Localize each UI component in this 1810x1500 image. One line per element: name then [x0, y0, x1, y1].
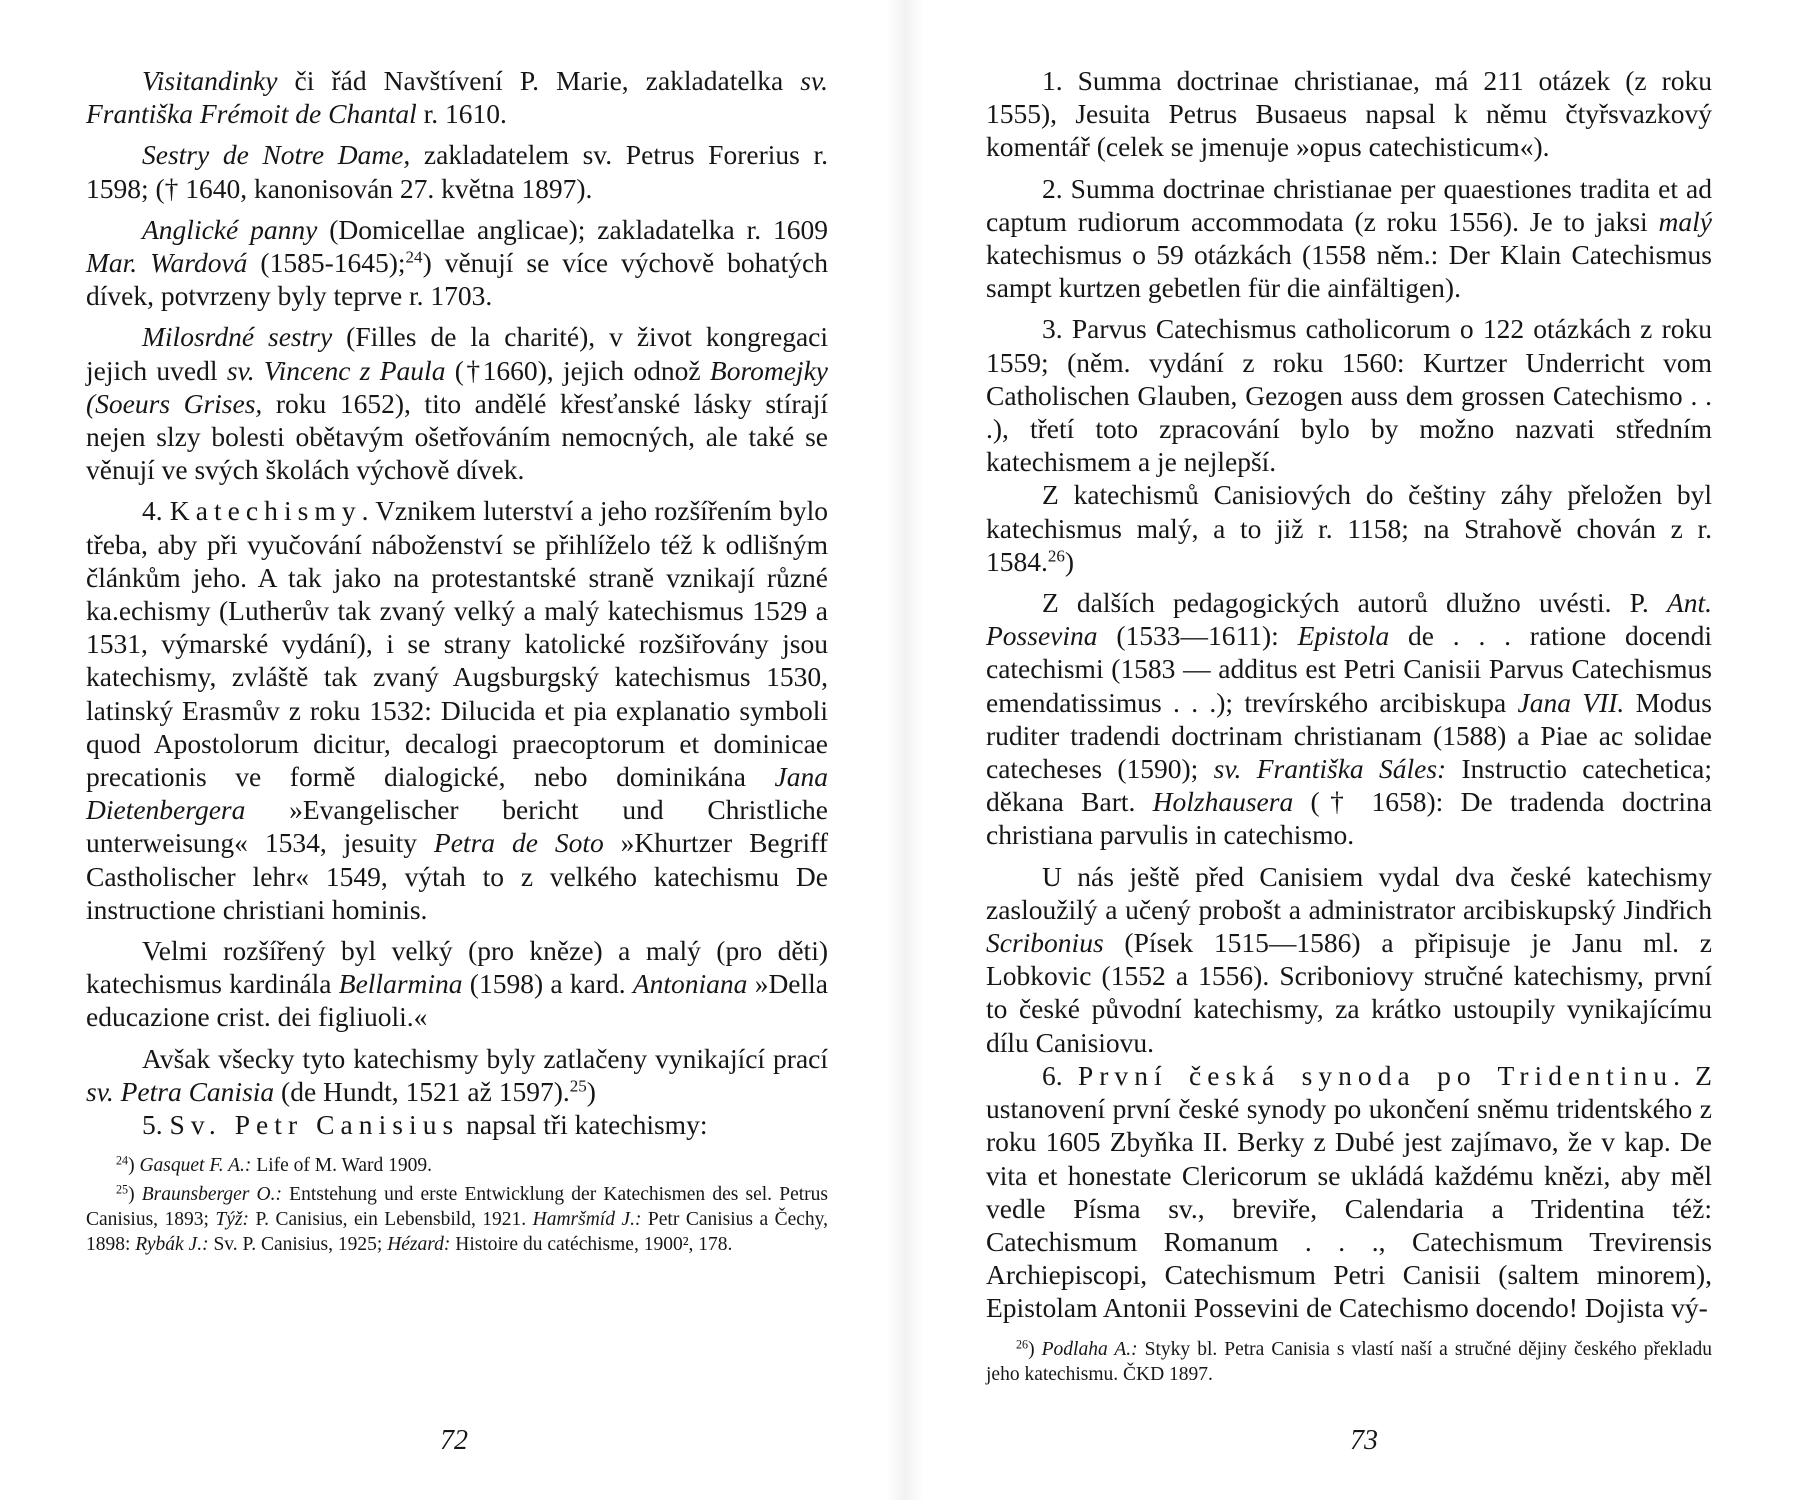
page-number-left: 72 — [440, 1425, 468, 1456]
spaced-heading: Katechismy — [169, 495, 362, 527]
footnote-marker: 26 — [1016, 1336, 1029, 1351]
italic-text: Podlaha A.: — [1041, 1338, 1138, 1360]
italic-text: Rybák J.: — [135, 1234, 209, 1256]
spaced-heading: Sv. Petr Canisius — [169, 1109, 460, 1141]
text-run: (†1660), jejich odnož — [445, 354, 710, 386]
italic-text: Antoniana — [632, 968, 748, 1000]
text-run: katechismus o 59 otázkách (1558 něm.: Der Klain Catechismus sampt kurtzen gebetlen für die ainfältigen). — [986, 239, 1712, 304]
footnote-marker: 24 — [116, 1153, 129, 1168]
text-run: Z katechismů Canisiových do češtiny záhy přeložen byl katechismus malý, a to již r. 1158; na Strahově chován z r. 1584. — [986, 479, 1712, 577]
footnote-marker: 25 — [569, 1076, 587, 1096]
italic-text: Jana Dietenbergera — [86, 761, 828, 826]
paragraph — [86, 1042, 828, 1108]
text-run: Sv. P. Canisius, 1925; — [208, 1234, 388, 1256]
text-run: Modus ruditer tradendi doctrinam christianam (1588) a Piae ac solidae catecheses (1590); — [986, 686, 1712, 785]
text-run: r. 1610. — [416, 98, 507, 130]
italic-text: malý — [1658, 205, 1712, 237]
text-run: . Z ustanovení první české synody po ukončení sněmu tridentského z roku 1605 Zbyňka II. Berky z Dubé jest zajímavo, že v kap. De vita et honestate Clericorum se ukládá každému knězi, aby měl vedle Písma sv., breviře, Calendaria a Tridentina též: Catechismum Romanum . . ., Catechismum Trevirensis Archiepiscopi, Catechismum Petri Canisii (saltem minorem), Epistolam Antonii Possevini de Catechismo docendo! Dojista vý- — [986, 1059, 1712, 1324]
italic-text: Holzhausera — [1152, 786, 1294, 818]
text-run: († 1658): De tradenda doctrina christiana parvulis in catechismo. — [986, 786, 1712, 851]
text-run: ) — [128, 1155, 140, 1177]
spaced-heading: První česká synoda po Tridentinu — [1077, 1059, 1674, 1091]
text-run: (Písek 1515—1586) a připisuje je Janu ml. z Lobkovic (1552 a 1556). Scriboniovy stručné katechismy, první to české původní katechismy, za krátko ustoupily vynikajícímu dílu Canisiovu. — [986, 927, 1712, 1058]
footnote — [86, 1182, 828, 1257]
text-run: . Vznikem luterství a jeho rozšířením bylo třeba, aby při vyučování náboženství se přihlíželo též k odlišným článkům jeho. A tak jako na protestantské straně vznikají různé ka.echismy (Lutherův tak zvaný velký a malý katechismus 1529 a 1531, výmarské vydání), i se strany katolické rozšiřovány jsou katechismy, zvláště tak zvaný Augsburgský katechismus 1530, latinský Erasmův z roku 1532: Dilucida et pia explanatio symboli quod Apostolorum dicitur, decalogi praecoptorum et dominicae precationis ve formě dialogické, nebo dominikána — [86, 495, 828, 793]
footnote — [986, 1337, 1712, 1387]
italic-text: Sestry de Notre Dame, — [142, 139, 411, 171]
text-run: (de Hundt, 1521 až 1597). — [274, 1075, 570, 1107]
text-run: napsal tři katechismy: — [459, 1109, 708, 1141]
paragraph — [986, 1059, 1712, 1325]
paragraph — [86, 320, 828, 486]
paragraph — [986, 172, 1712, 305]
text-run: roku 1652), tito andělé křesťanské lásky stírají nejen slzy bolesti obětavým ošetřováním nemocných, ale také se věnují ve svých školách výchově dívek. — [86, 387, 828, 486]
text-run: Entstehung und erste Entwicklung der Katechismen des sel. Petrus Canisius, 1893; — [86, 1184, 828, 1231]
text-run: P. Canisius, ein Lebensbild, 1921. — [249, 1209, 533, 1231]
italic-text: Braunsberger O.: — [141, 1184, 282, 1206]
right-page — [905, 0, 1810, 1500]
text-run: Histoire du catéchisme, 1900², 178. — [450, 1234, 733, 1256]
italic-text: Epistola — [1297, 620, 1390, 652]
italic-text: Jana VII. — [1517, 686, 1625, 718]
text-run: (Filles de la charité), v život kongregaci jejich uvedl — [86, 321, 828, 386]
paragraph — [86, 138, 828, 204]
italic-text: Petra de Soto — [433, 827, 604, 859]
italic-text: sv. Františka Frémoit de Chantal — [86, 65, 828, 130]
text-run: ) — [1028, 1338, 1042, 1360]
paragraph — [86, 934, 828, 1034]
text-run: 6. — [1042, 1059, 1078, 1091]
italic-text: Visitandinky — [142, 65, 278, 96]
paragraph — [986, 64, 1712, 164]
paragraph — [986, 312, 1712, 478]
text-run: ) věnují se více výchově bohatých dívek, potvrzeny byly teprve r. 1703. — [86, 247, 828, 312]
text-run: (1585-1645); — [247, 247, 406, 279]
right-footnotes — [986, 1337, 1712, 1387]
text-run: Avšak všecky tyto katechismy byly zatlačeny vynikající prací — [142, 1042, 828, 1074]
text-run: 3. Parvus Catechismus catholicorum o 122 otázkách z roku 1559; (něm. vydání z roku 1560: Kurtzer Underricht vom Catholischen Glauben, Gezogen auss dem grossen Catechismo . . .), třetí toto zpracování bylo by možno nazvati středním katechismem a je nejlepší. — [986, 313, 1712, 478]
paragraph — [86, 1108, 828, 1141]
italic-text: sv. Vincenc z Paula — [226, 354, 446, 386]
italic-text: Hamršmíd J.: — [532, 1209, 642, 1231]
text-run: (1533—1611): — [1097, 620, 1298, 652]
footnote-marker: 24 — [405, 247, 423, 267]
text-run: 2. Summa doctrinae christianae per quaestiones tradita et ad captum rudiorum accommodata (z roku 1556). Je to jaksi — [986, 172, 1712, 237]
paragraph — [86, 213, 828, 313]
italic-text: Mar. Wardová — [86, 247, 248, 279]
text-run: Petr Canisius a Čechy, 1898: — [86, 1209, 828, 1256]
text-run: ) — [1064, 545, 1075, 577]
italic-text: sv. Františka Sáles: — [1213, 753, 1447, 785]
italic-text: Boromejky (Soeurs Grises, — [86, 354, 828, 419]
left-body — [86, 64, 828, 1141]
paragraph — [986, 860, 1712, 1059]
text-run: de . . . ratione docendi catechismi (1583 — additus est Petri Canisii Parvus Catechismus emendatissimus . . .); trevírského arcibiskupa — [986, 620, 1713, 718]
text-run: Life of M. Ward 1909. — [251, 1155, 432, 1177]
text-run: 5. — [142, 1109, 170, 1141]
page-number-right: 73 — [1350, 1425, 1378, 1456]
text-run: ) — [128, 1184, 142, 1206]
paragraph — [986, 478, 1712, 578]
italic-text: Bellarmina — [338, 968, 463, 1000]
italic-text: Hézard: — [387, 1234, 451, 1256]
italic-text: Scribonius — [986, 927, 1104, 959]
text-run: »Khurtzer Begriff Castholischer lehr« 1549, výtah to z velkého katechismu De instructione christiani hominis. — [86, 827, 828, 925]
text-run: Velmi rozšířený byl velký (pro kněze) a malý (pro děti) katechismus kardinála — [86, 935, 828, 1000]
text-run: U nás ještě před Canisiem vydal dva české katechismy zasloužilý a učený probošt a administrator arcibiskupský Jindřich — [986, 860, 1712, 925]
text-run: »Evangelischer bericht und Christliche unterweisung« 1534, jesuity — [86, 794, 828, 859]
italic-text: Milosrdné sestry — [142, 321, 333, 353]
italic-text: Týž: — [215, 1209, 249, 1231]
right-body — [986, 64, 1712, 1325]
text-run: Z dalších pedagogických autorů dlužno uvésti. P. — [1042, 587, 1667, 619]
italic-text: Gasquet F. A.: — [139, 1155, 252, 1177]
footnote — [86, 1153, 828, 1178]
italic-text: Ant. Possevina — [986, 587, 1712, 652]
footnote-marker: 25 — [116, 1182, 129, 1197]
text-run: 4. — [142, 495, 170, 527]
paragraph — [86, 64, 828, 130]
text-run: (1598) a kard. — [462, 968, 633, 1000]
text-run: či řád Navštívení P. Marie, zakladatelka — [277, 65, 801, 96]
text-run: zakladatelem sv. Petrus Forerius r. 1598; († 1640, kanonisován 27. května 1897). — [86, 139, 828, 204]
text-run: Styky bl. Petra Canisia s vlastí naší a stručné dějiny českého překladu jeho katechismu. ČKD 1897. — [986, 1338, 1712, 1385]
italic-text: sv. Petra Canisia — [86, 1075, 275, 1107]
italic-text: Anglické panny — [142, 213, 318, 245]
footnote-marker: 26 — [1047, 546, 1065, 566]
left-page-text — [86, 64, 828, 1261]
right-page-text — [986, 64, 1712, 1391]
left-footnotes — [86, 1153, 828, 1257]
text-run: Instructio catechetica; děkana Bart. — [986, 753, 1712, 818]
paragraph — [86, 494, 828, 926]
text-run: (Domicellae anglicae); zakladatelka r. 1609 — [317, 213, 828, 245]
text-run: »Della educazione crist. dei figliuoli.« — [86, 968, 829, 1033]
text-run: ) — [586, 1075, 596, 1107]
paragraph — [986, 586, 1712, 852]
text-run: 1. Summa doctrinae christianae, má 211 otázek (z roku 1555), Jesuita Petrus Busaeus napsal k němu čtyřsvazkový komentář (celek se jmenuje »opus catechisticum«). — [986, 65, 1712, 163]
